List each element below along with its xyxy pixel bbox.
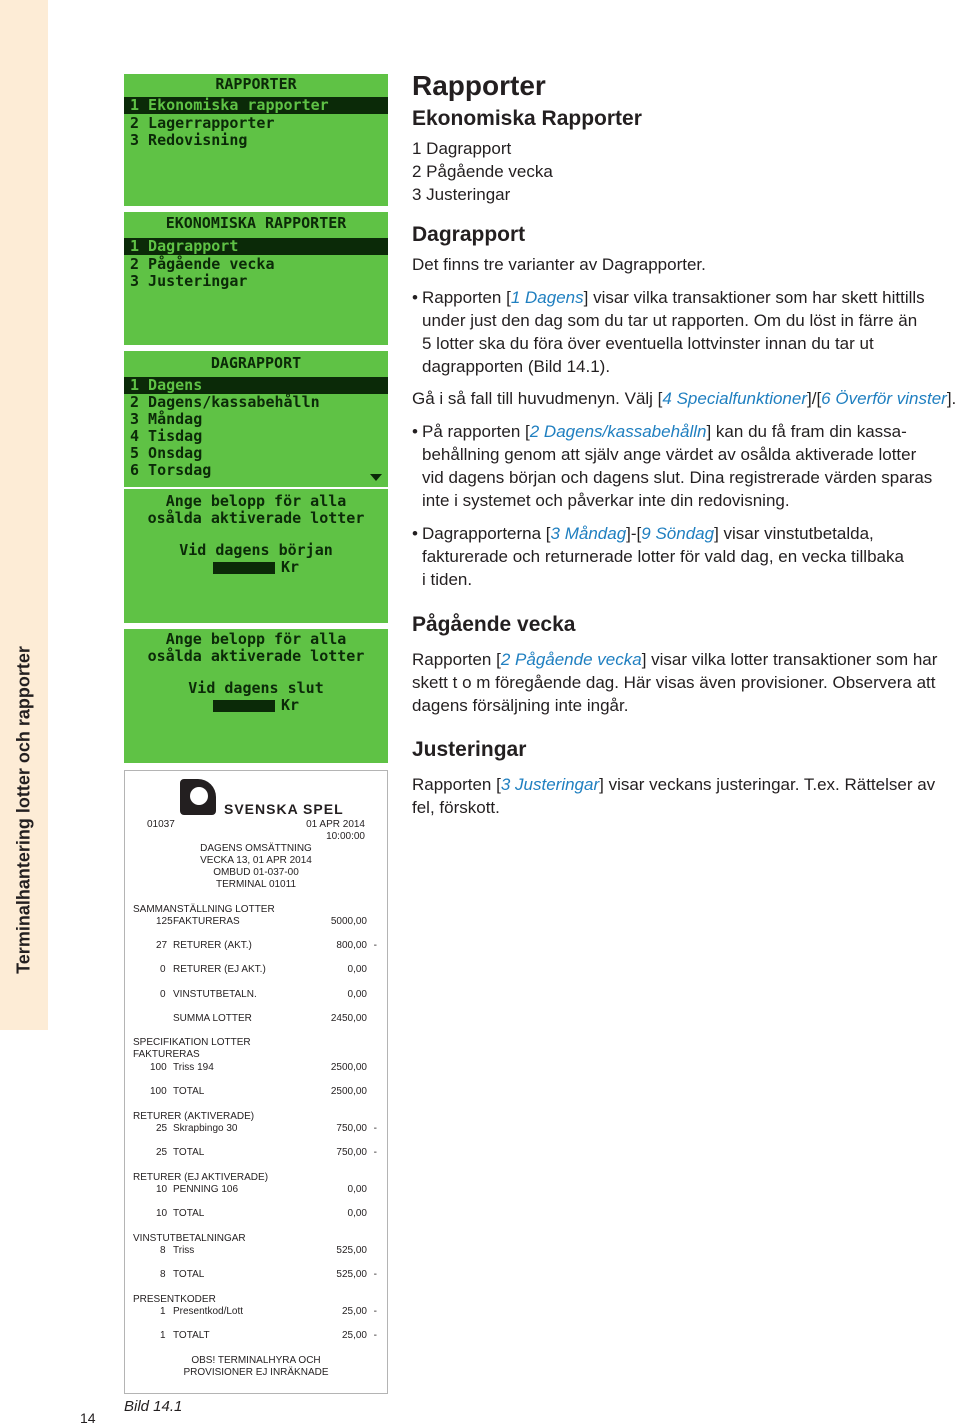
receipt-section-title: RETURER (AKTIVERADE) xyxy=(133,1111,255,1122)
receipt-header-line: OMBUD 01-037-00 xyxy=(213,867,299,878)
menu-reference-link: 4 Specialfunktioner xyxy=(662,389,807,408)
receipt-qty: 25 xyxy=(156,1123,168,1134)
menu-reference-link: 1 Dagens xyxy=(510,288,584,307)
bullet-icon: • xyxy=(412,422,418,441)
receipt-sign: - xyxy=(373,1306,377,1317)
receipt-sign: - xyxy=(373,940,377,951)
lcd-prompt-line: Vid dagens början xyxy=(179,541,333,559)
menu-list-item: 2 Pågående vecka xyxy=(412,162,553,181)
input-bar xyxy=(213,700,275,712)
receipt-qty: 10 xyxy=(156,1208,168,1219)
receipt-label: RETURER (AKT.) xyxy=(173,940,252,951)
bullet-line: Rapporten [1 Dagens] visar vilka transaktioner som har skett hittills xyxy=(422,288,925,307)
receipt-label: TOTAL xyxy=(173,1086,205,1097)
bullet-line: vid dagens början och dagens slut. Dina registrerade värden sparas xyxy=(422,468,933,487)
receipt-qty: 0 xyxy=(160,964,166,975)
receipt-amount: 0,00 xyxy=(347,989,367,1000)
currency-unit: Kr xyxy=(280,558,300,576)
receipt-sign: - xyxy=(373,1269,377,1280)
bullet-line: under just den dag som du tar ut rapporten. Om du löst in färre än xyxy=(422,311,918,330)
receipt-qty: 100 xyxy=(150,1086,167,1097)
receipt-qty: 125 xyxy=(156,916,173,927)
receipt-label: FAKTURERAS xyxy=(173,916,240,927)
receipt-amount: 2500,00 xyxy=(330,1086,367,1097)
lcd-prompt-line: osålda aktiverade lotter xyxy=(147,509,365,527)
sidebar-band xyxy=(0,0,48,1030)
lcd-screen-dagens-slut xyxy=(124,629,388,763)
receipt-footer-line: PROVISIONER EJ INRÄKNADE xyxy=(183,1367,329,1378)
lcd-title: RAPPORTER xyxy=(215,75,297,93)
section-heading-ekonomiska: Ekonomiska Rapporter xyxy=(412,107,642,130)
receipt-qty: 27 xyxy=(156,940,168,951)
lcd-item: 6 Torsdag xyxy=(130,461,212,479)
lcd-amount-field xyxy=(124,697,388,714)
menu-reference-link: 6 Överför vinster xyxy=(821,389,947,408)
receipt-logo-text: SVENSKA SPEL xyxy=(224,801,344,817)
currency-unit: Kr xyxy=(280,696,300,714)
paragraph-line: fel, förskott. xyxy=(412,798,500,817)
receipt-amount: 750,00 xyxy=(336,1123,367,1134)
receipt-label: PENNING 106 xyxy=(173,1184,239,1195)
receipt-amount: 525,00 xyxy=(336,1245,367,1256)
receipt xyxy=(124,770,388,1394)
menu-list-item: 3 Justeringar xyxy=(412,185,511,204)
receipt-amount: 25,00 xyxy=(341,1330,367,1341)
receipt-label: TOTAL xyxy=(173,1147,205,1158)
receipt-section-title: PRESENTKODER xyxy=(133,1294,216,1305)
receipt-header-line: DAGENS OMSÄTTNING xyxy=(200,843,312,854)
bullet-icon: • xyxy=(412,288,418,307)
lcd-item: 3 Redovisning xyxy=(130,131,248,149)
receipt-label: SUMMA LOTTER xyxy=(173,1013,252,1024)
receipt-header-line: TERMINAL 01011 xyxy=(215,879,297,890)
input-bar xyxy=(213,562,275,574)
receipt-label: Triss xyxy=(173,1245,195,1256)
lcd-screen-rapporter xyxy=(124,74,388,206)
menu-reference-link: 3 Justeringar xyxy=(500,775,600,794)
bullet-line: behållning genom att själv ange värdet av osålda aktiverade lotter xyxy=(422,445,917,464)
bullet-icon: • xyxy=(412,524,418,543)
menu-list-item: 1 Dagrapport xyxy=(412,139,512,158)
receipt-amount: 25,00 xyxy=(341,1306,367,1317)
receipt-label: TOTAL xyxy=(173,1269,205,1280)
menu-reference-link: 3 Måndag xyxy=(550,524,627,543)
paragraph-line: Rapporten [3 Justeringar] visar veckans justeringar. T.ex. Rättelser av xyxy=(412,775,936,794)
paragraph-line: skett t o m föregående dag. Här visas även provisioner. Observera att xyxy=(412,673,936,692)
svenska-spel-logo-icon xyxy=(180,779,216,815)
lcd-item: 5 Onsdag xyxy=(130,444,203,462)
receipt-label: VINSTUTBETALN. xyxy=(173,989,257,1000)
lcd-item: 2 Lagerrapporter xyxy=(130,114,275,132)
receipt-amount: 0,00 xyxy=(347,964,367,975)
receipt-qty: 100 xyxy=(150,1062,167,1073)
receipt-label: TOTAL xyxy=(173,1208,205,1219)
receipt-sign: - xyxy=(373,1330,377,1341)
receipt-date: 01 APR 2014 xyxy=(306,819,365,830)
receipt-amount: 2500,00 xyxy=(330,1062,367,1073)
receipt-amount: 525,00 xyxy=(336,1269,367,1280)
receipt-qty: 1 xyxy=(160,1330,166,1341)
bullet-line: inte i systemet och påverkar inte din redovisning. xyxy=(422,491,790,510)
section-heading-justeringar: Justeringar xyxy=(412,738,527,761)
receipt-sign: - xyxy=(373,1123,377,1134)
bullet-line: På rapporten [2 Dagens/kassabehålln] kan du få fram din kassa- xyxy=(422,422,907,441)
scroll-down-arrow-icon xyxy=(370,474,382,481)
receipt-amount: 0,00 xyxy=(347,1184,367,1195)
menu-reference-link: 2 Pågående vecka xyxy=(500,650,642,669)
receipt-section-title: RETURER (EJ AKTIVERADE) xyxy=(133,1172,269,1183)
paragraph-line: Rapporten [2 Pågående vecka] visar vilka lotter transaktioner som har xyxy=(412,650,938,669)
menu-reference-link: 2 Dagens/kassabehålln xyxy=(529,422,707,441)
lcd-item: 3 Justeringar xyxy=(130,272,248,290)
receipt-amount: 2450,00 xyxy=(330,1013,367,1024)
bullet-item xyxy=(412,522,904,591)
receipt-label: TOTALT xyxy=(173,1330,210,1341)
paragraph-line: dagens försäljning inte ingår. xyxy=(412,696,629,715)
receipt-sign: - xyxy=(373,1147,377,1158)
lcd-item: 2 Pågående vecka xyxy=(130,255,275,273)
bullet-line: dagrapporten (Bild 14.1). xyxy=(422,357,611,376)
section-heading-dagrapport: Dagrapport xyxy=(412,223,526,246)
sidebar-title: Terminalhantering lotter och rapporter xyxy=(13,646,34,974)
lcd-amount-field xyxy=(124,559,388,576)
receipt-amount: 5000,00 xyxy=(330,916,367,927)
lcd-item: 4 Tisdag xyxy=(130,427,203,445)
receipt-label: Skrapbingo 30 xyxy=(173,1123,238,1134)
receipt-qty: 10 xyxy=(156,1184,168,1195)
receipt-amount: 0,00 xyxy=(347,1208,367,1219)
lcd-item-selected: 1 Dagrapport xyxy=(124,238,388,255)
receipt-qty: 8 xyxy=(160,1269,166,1280)
lcd-item-selected: 1 Ekonomiska rapporter xyxy=(124,97,388,114)
lcd-item: 2 Dagens/kassabehålln xyxy=(130,393,320,411)
bullet-line: 5 lotter ska du föra över eventuella lottvinster innan du tar ut xyxy=(422,334,874,353)
receipt-amount: 750,00 xyxy=(336,1147,367,1158)
paragraph: Gå i så fall till huvudmenyn. Välj [4 Specialfunktioner]/[6 Överför vinster]. xyxy=(412,389,957,408)
lcd-item-selected: 1 Dagens xyxy=(124,377,388,394)
bullet-line: fakturerade och returnerade lotter för vald dag, en vecka tillbaka xyxy=(422,547,904,566)
receipt-section-title: VINSTUTBETALNINGAR xyxy=(133,1233,246,1244)
receipt-time: 10:00:00 xyxy=(326,831,365,842)
lcd-prompt-line: Ange belopp för alla xyxy=(165,630,347,648)
page-number: 14 xyxy=(80,1410,96,1426)
receipt-amount: 800,00 xyxy=(336,940,367,951)
receipt-qty: 25 xyxy=(156,1147,168,1158)
menu-reference-link: 9 Söndag xyxy=(641,524,715,543)
figure-caption: Bild 14.1 xyxy=(124,1398,183,1415)
receipt-qty: 8 xyxy=(160,1245,166,1256)
receipt-header-line: VECKA 13, 01 APR 2014 xyxy=(200,855,312,866)
lcd-item: 3 Måndag xyxy=(130,410,203,428)
lcd-title: EKONOMISKA RAPPORTER xyxy=(165,214,347,232)
bullet-item xyxy=(412,286,925,378)
receipt-section-title: SPECIFIKATION LOTTER xyxy=(133,1037,251,1048)
receipt-qty: 0 xyxy=(160,989,166,1000)
bullet-line: i tiden. xyxy=(422,570,473,589)
section-heading-pagaende: Pågående vecka xyxy=(412,613,576,636)
receipt-section-title: SAMMANSTÄLLNING LOTTER xyxy=(133,904,275,915)
lcd-title: DAGRAPPORT xyxy=(210,354,302,372)
lcd-prompt-line: osålda aktiverade lotter xyxy=(147,647,365,665)
page-title: Rapporter xyxy=(412,70,546,101)
bullet-line: Dagrapporterna [3 Måndag]-[9 Söndag] visar vinstutbetalda, xyxy=(422,524,874,543)
receipt-label: RETURER (EJ AKT.) xyxy=(173,964,266,975)
bullet-item xyxy=(412,420,932,512)
receipt-qty: 1 xyxy=(160,1306,166,1317)
receipt-label: Triss 194 xyxy=(173,1062,214,1073)
lcd-prompt-line: Ange belopp för alla xyxy=(165,492,347,510)
lcd-screen-ekonomiska xyxy=(124,212,388,345)
lcd-prompt-line: Vid dagens slut xyxy=(188,679,324,697)
receipt-label: Presentkod/Lott xyxy=(173,1306,244,1317)
receipt-footer-line: OBS! TERMINALHYRA OCH xyxy=(191,1355,321,1366)
lcd-screen-dagens-borjan xyxy=(124,489,388,623)
receipt-id: 01037 xyxy=(147,819,175,830)
lcd-screen-dagrapport xyxy=(124,351,388,487)
paragraph: Det finns tre varianter av Dagrapporter. xyxy=(412,255,706,274)
receipt-section-title: FAKTURERAS xyxy=(133,1049,200,1060)
